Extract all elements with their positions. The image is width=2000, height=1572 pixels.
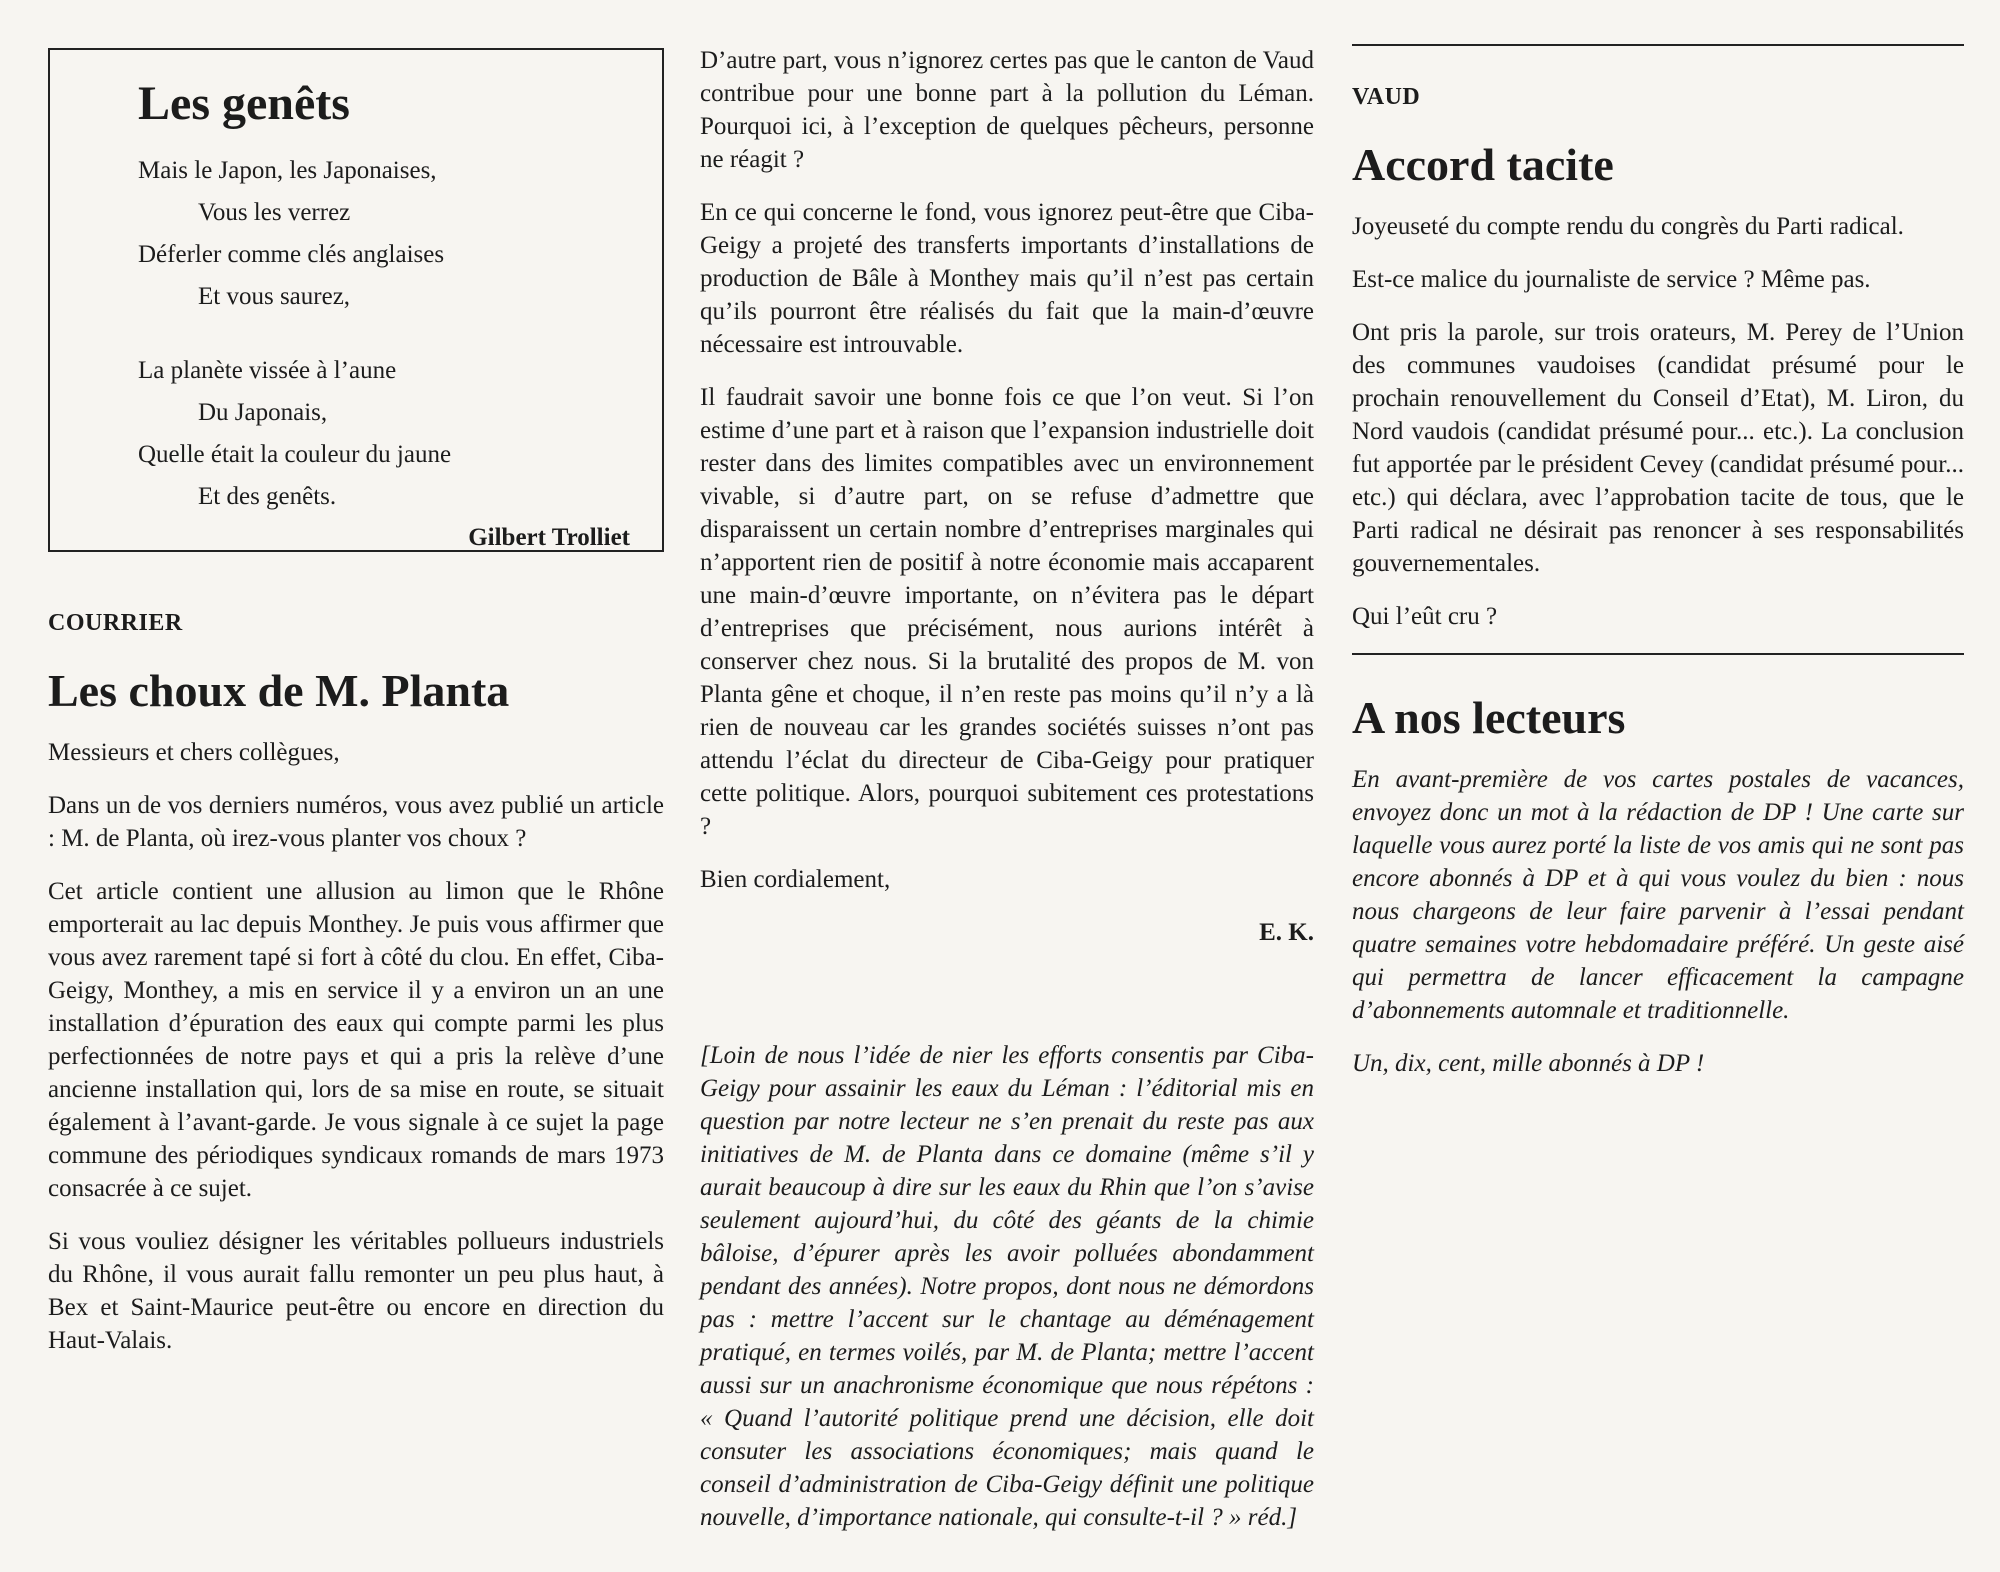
article-paragraph: Qui l’eût cru ? (1352, 603, 1498, 630)
article-paragraph: Messieurs et chers collègues, (48, 739, 340, 766)
column-2 (700, 44, 1314, 1554)
section-divider (1352, 653, 1964, 655)
article-paragraph: Si vous vouliez désigner les véritables pollueurs industriels du Rhône, il vous aurait fallu remonter un peu plus haut, à Bex et Saint-Maurice peut-être ou encore en direction du Haut-Valais. (48, 1228, 664, 1354)
poem-line: Quelle était la couleur du jaune (138, 441, 452, 468)
article-paragraph: Est-ce malice du journaliste de service ? Même pas. (1352, 266, 1871, 293)
article-paragraph: Il faudrait savoir une bonne fois ce que l’on veut. Si l’on estime d’une part et à raison que l’expansion industrielle doit rester dans des limites compatibles avec un environnement vivable, si d’autre part, on se refuse d’admettre que disparaissent un certain nombre d’entreprises marginales qui n’apportent rien de positif à notre économie mais accaparent une main-d’œuvre importante, on n’évitera pas le départ d’entreprises que précisément, nous aurions intérêt à conserver chez nous. Si la brutalité des propos de M. von Planta gêne et choque, il n’en reste pas moins qu’il n’y a là rien de nouveau car les grandes sociétés suisses n’ont pas attendu l’éclat du directeur de Ciba-Geigy pour pratiquer cette politique. Alors, pourquoi subitement ces protestations ? (700, 384, 1314, 840)
stanza-gap (138, 318, 630, 350)
column-1 (48, 44, 664, 1377)
poem-line: Déferler comme clés anglaises (138, 241, 445, 268)
article-paragraph: Bien cordialement, (700, 866, 891, 893)
article-paragraph: D’autre part, vous n’ignorez certes pas que le canton de Vaud contribue pour une bonne part à la pollution du Léman. Pourquoi ici, à l’exception de quelques pêcheurs, personne ne réagit ? (700, 47, 1314, 173)
section-divider (1352, 44, 1964, 46)
poem-author: Gilbert Trolliet (468, 524, 630, 551)
poem-line: Et des genêts. (198, 483, 337, 510)
article-paragraph: Cet article contient une allusion au limon que le Rhône emporterait au lac depuis Monthey. Je puis vous affirmer que vous avez rarement tapé si fort à côté du clou. En effet, Ciba-Geigy, Monthey, a mis en service il y a environ un an une installation d’épuration des eaux qui compte parmi les plus perfectionnées de notre pays et qui a pris la relève d’une ancienne installation qui, lors de sa mise en route, se situait également à l’avant-garde. Je vous signale à ce sujet la page commune des périodiques syndicaux romands de mars 1973 consacrée à ce sujet. (48, 878, 664, 1202)
poem-line: Et vous saurez, (198, 283, 351, 310)
article-paragraph: Dans un de vos derniers numéros, vous avez publié un article : M. de Planta, où irez-vous planter vos choux ? (48, 792, 664, 852)
poem-line: La planète vissée à l’aune (138, 357, 397, 384)
article-title: Les choux de M. Planta (48, 665, 510, 716)
article-title: A nos lecteurs (1352, 692, 1626, 743)
article-paragraph: En avant-première de vos cartes postales de vacances, envoyez donc un mot à la rédaction de DP ! Une carte sur laquelle vous aurez porté la liste de vos amis qui ne sont pas encore abonnés à DP et à qui vous voulez du bien : nous nous chargeons de leur faire parvenir à l’essai pendant quatre semaines votre hebdomadaire préféré. Un geste aisé qui permettra de lancer efficacement la campagne d’abonnements automnale et traditionnelle. (1352, 766, 1964, 1024)
article-paragraph: Ont pris la parole, sur trois orateurs, M. Perey de l’Union des communes vaudoises (candidat présumé pour le prochain renouvellement du Conseil d’Etat), M. Liron, du Nord vaudois (candidat présumé pour... etc.). La conclusion fut apportée par le président Cevey (candidat présumé pour... etc.) qui déclara, avec l’approbation tacite de tous, que le Parti radical ne désirait pas renoncer à ses responsabilités gouvernementales. (1352, 319, 1964, 577)
column-3 (1352, 44, 1964, 1100)
article-paragraph: En ce qui concerne le fond, vous ignorez peut-être que Ciba-Geigy a projeté des transferts importants d’installations de production de Bâle à Monthey mais qu’il n’est pas certain qu’ils pourront être réalisés du fait que la main-d’œuvre nécessaire est introuvable. (700, 199, 1314, 358)
section-rubric: COURRIER (48, 610, 183, 636)
letter-signature: E. K. (1259, 919, 1314, 946)
article-paragraph: Joyeuseté du compte rendu du congrès du Parti radical. (1352, 213, 1904, 240)
poem-title: Les genêts (138, 77, 350, 130)
poem-line: Mais le Japon, les Japonaises, (138, 157, 437, 184)
article-title: Accord tacite (1352, 139, 1614, 190)
poem-line: Vous les verrez (198, 199, 351, 226)
editor-reply: [Loin de nous l’idée de nier les efforts consentis par Ciba-Geigy pour assainir les eaux du Léman : l’éditorial mis en question par notre lecteur ne s’en prenait du reste pas aux initiatives de M. de Planta dans ce domaine (même s’il y aurait beaucoup à dire sur les eaux du Rhin que l’on s’avise seulement aujourd’hui, du côté des géants de la chimie bâloise, d’épurer après les avoir polluées abondamment pendant des années). Notre propos, dont nous ne démordons pas : mettre l’accent sur le chantage au déménagement pratiqué, en termes voilés, par M. de Planta; mettre l’accent aussi sur un anachronisme économique que nous répétons : « Quand l’autorité politique prend une décision, elle doit consuter les associations économiques; mais quand le conseil d’administration de Ciba-Geigy définit une politique nouvelle, d’importance nationale, qui consulte-t-il ? » réd.] (700, 1042, 1314, 1531)
poem-line: Du Japonais, (198, 399, 328, 426)
article-paragraph: Un, dix, cent, mille abonnés à DP ! (1352, 1050, 1705, 1077)
poem-box (48, 48, 664, 552)
section-rubric: VAUD (1352, 84, 1421, 110)
